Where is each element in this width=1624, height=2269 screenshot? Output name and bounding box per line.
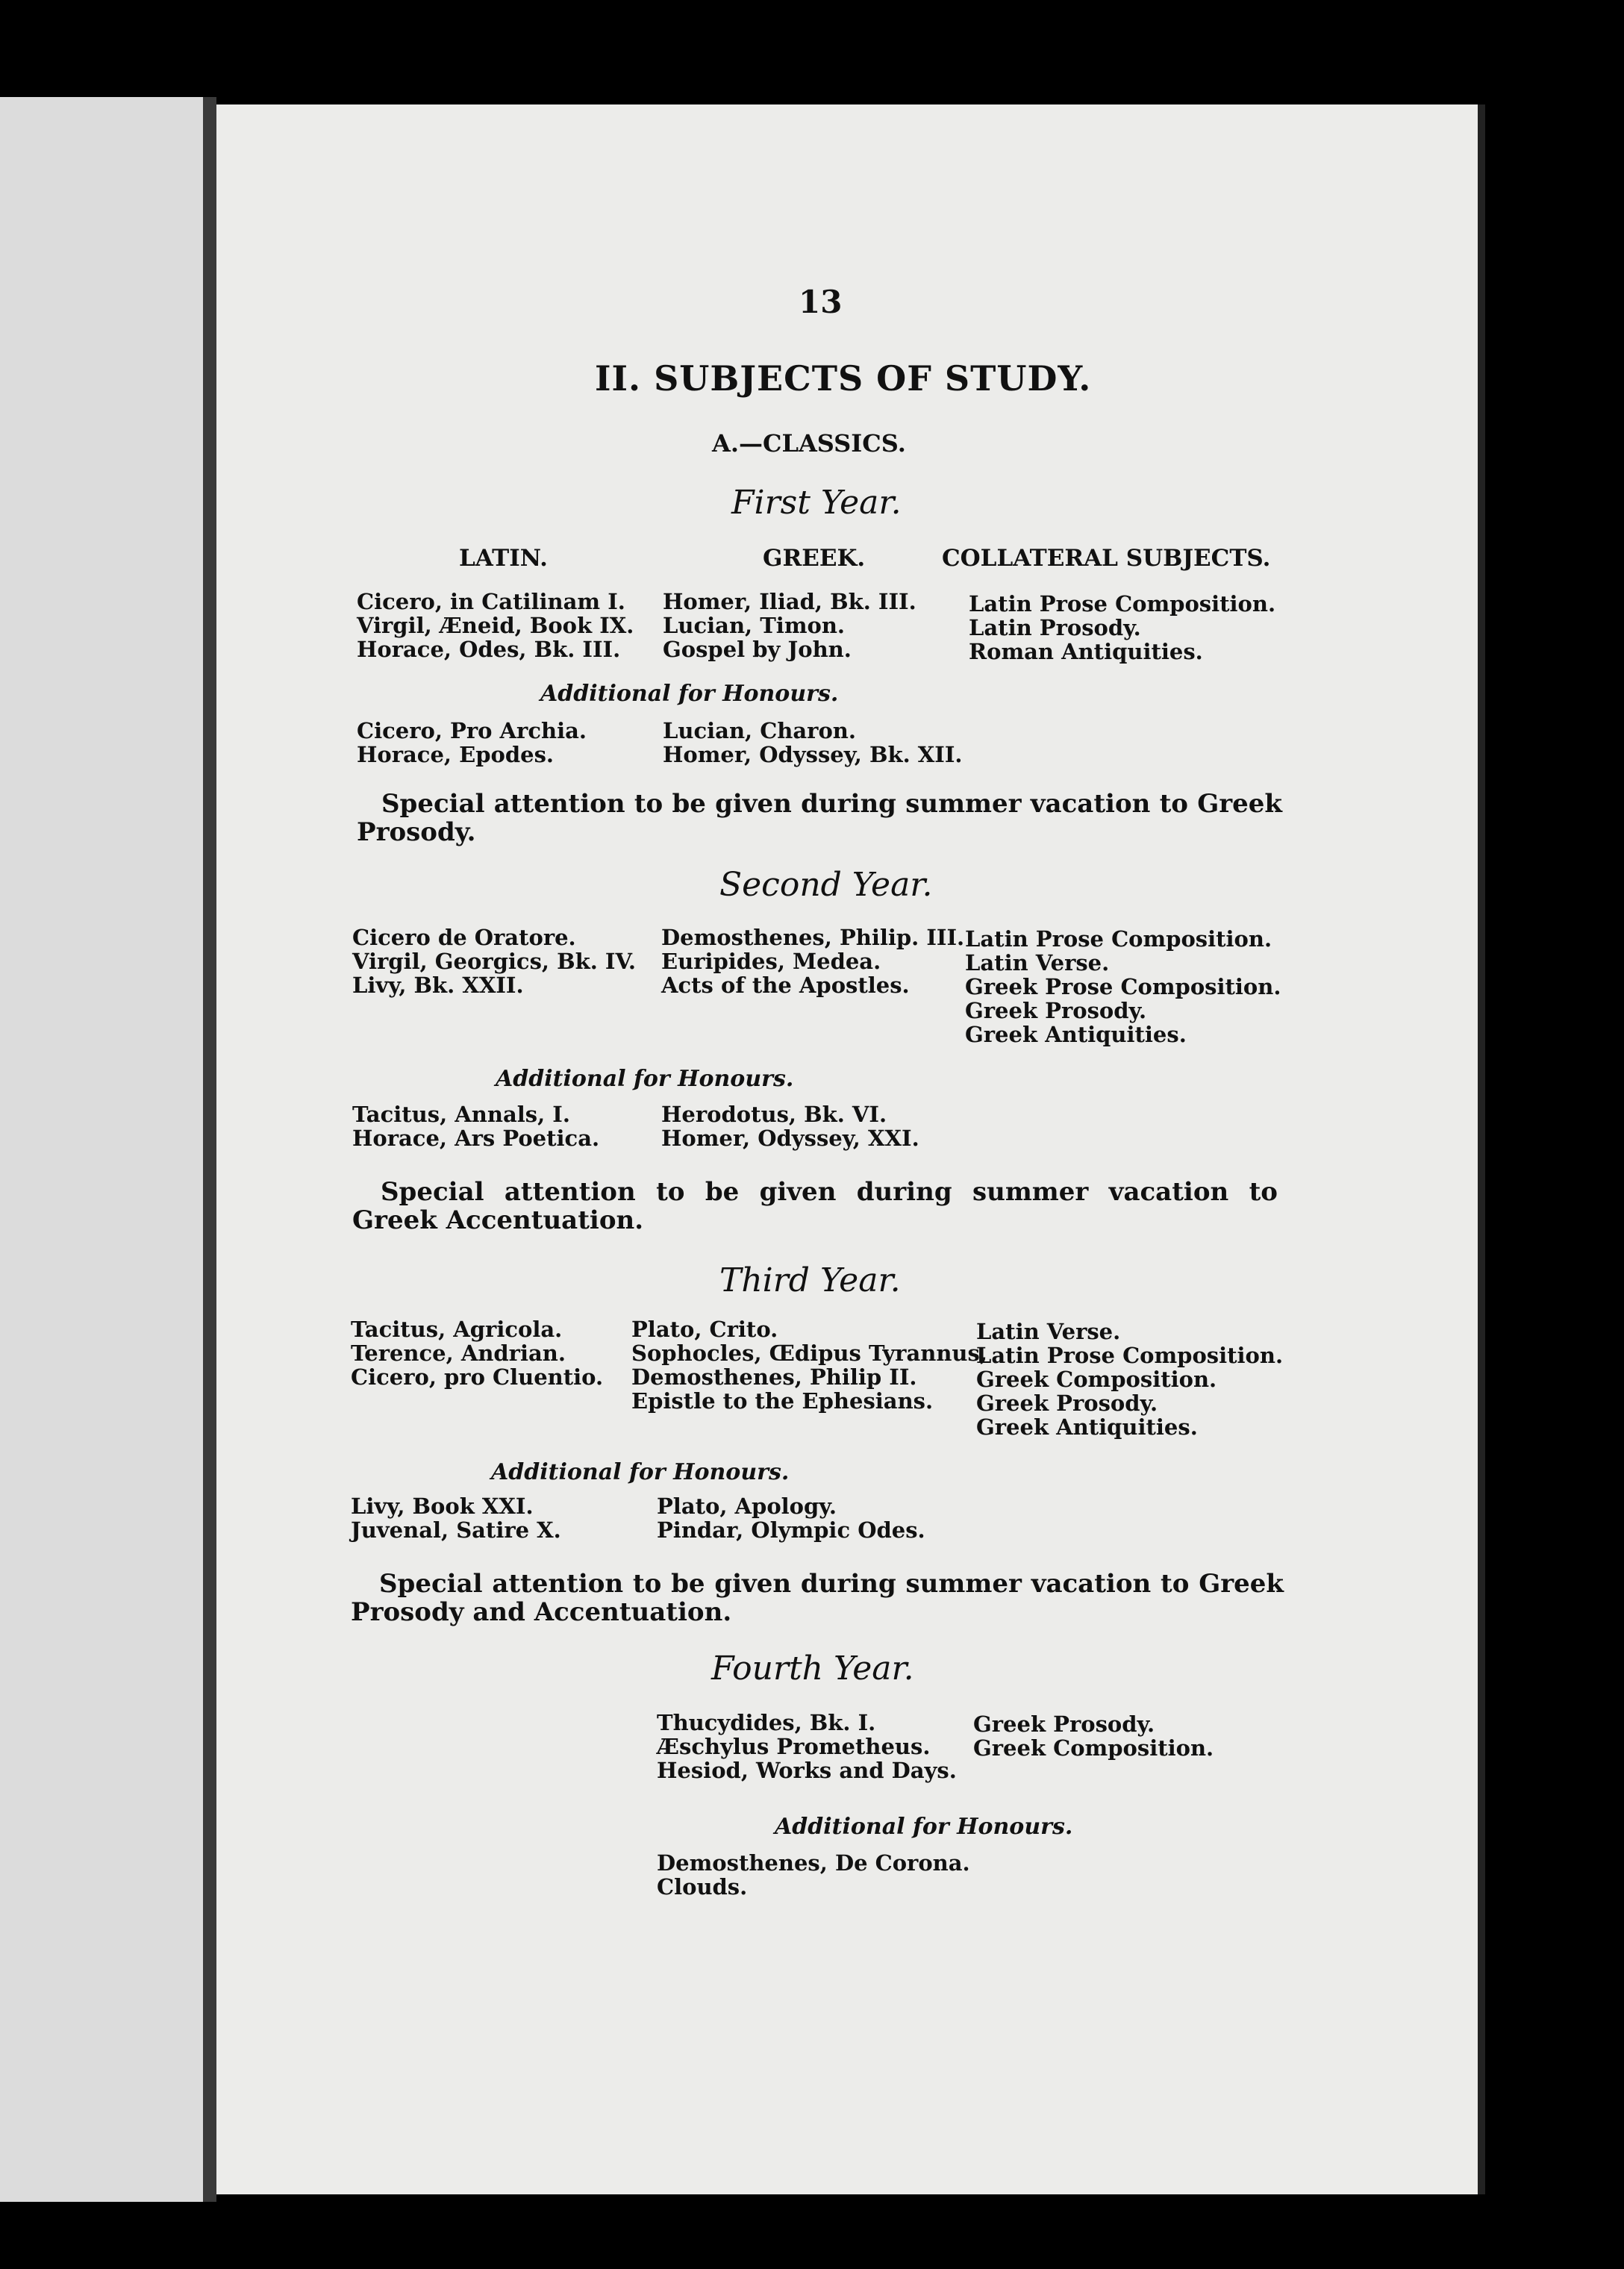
list-item: Juvenal, Satire X. bbox=[351, 1517, 561, 1543]
second-year-greek bbox=[661, 926, 964, 997]
list-item: Greek Antiquities. bbox=[976, 1414, 1198, 1440]
list-item: Epistle to the Ephesians. bbox=[631, 1388, 934, 1414]
list-item: Demosthenes, Philip II. bbox=[631, 1364, 917, 1390]
list-item: Latin Prose Composition. bbox=[976, 1343, 1284, 1368]
list-item: Lucian, Charon. bbox=[663, 718, 856, 743]
list-item: Demosthenes, Philip. III. bbox=[661, 925, 965, 950]
list-item: Latin Verse. bbox=[965, 950, 1110, 976]
list-item: Terence, Andrian. bbox=[351, 1341, 566, 1366]
year-title-third: Third Year. bbox=[719, 1261, 901, 1299]
fourth-year-greek bbox=[657, 1711, 957, 1782]
facing-page bbox=[0, 97, 203, 2202]
first-year-latin bbox=[357, 590, 634, 661]
list-item: Acts of the Apostles. bbox=[661, 973, 910, 998]
book-spine bbox=[203, 97, 216, 2202]
list-item: Herodotus, Bk. VI. bbox=[661, 1102, 887, 1127]
list-item: Lucian, Timon. bbox=[663, 613, 846, 638]
list-item: Plato, Crito. bbox=[631, 1317, 778, 1342]
list-item: Livy, Book XXI. bbox=[351, 1494, 534, 1519]
list-item: Gospel by John. bbox=[663, 637, 852, 662]
fourth-year-collateral bbox=[973, 1712, 1214, 1760]
list-item: Cicero, Pro Archia. bbox=[357, 718, 587, 743]
list-item: Demosthenes, De Corona. bbox=[657, 1850, 970, 1876]
list-item: Cicero, in Catilinam I. bbox=[357, 589, 625, 614]
list-item: Sophocles, Œdipus Tyrannus, bbox=[631, 1341, 987, 1366]
list-item: Tacitus, Annals, I. bbox=[352, 1102, 570, 1127]
list-item: Cicero, pro Cluentio. bbox=[351, 1364, 604, 1390]
list-item: Roman Antiquities. bbox=[969, 639, 1203, 664]
third-year-collateral bbox=[976, 1320, 1283, 1439]
second-year-honours-latin bbox=[352, 1102, 599, 1150]
second-year-honours-greek bbox=[661, 1102, 919, 1150]
list-item: Greek Composition. bbox=[973, 1735, 1214, 1761]
list-item: Cicero de Oratore. bbox=[352, 925, 576, 950]
year-title-first: First Year. bbox=[731, 484, 902, 522]
honours-label-third: Additional for Honours. bbox=[491, 1459, 790, 1485]
list-item: Greek Antiquities. bbox=[965, 1022, 1187, 1047]
first-year-greek bbox=[663, 590, 916, 661]
list-item: Virgil, Æneid, Book IX. bbox=[357, 613, 634, 638]
list-item: Greek Prosody. bbox=[973, 1711, 1155, 1737]
section-title: A.—CLASSICS. bbox=[712, 429, 906, 458]
first-year-honours-greek bbox=[663, 719, 963, 767]
list-item: Latin Prose Composition. bbox=[965, 926, 1272, 952]
list-item: Homer, Odyssey, XXI. bbox=[661, 1126, 919, 1151]
list-item: Homer, Odyssey, Bk. XII. bbox=[663, 742, 963, 767]
list-item: Latin Prose Composition. bbox=[969, 591, 1276, 617]
second-year-collateral bbox=[965, 927, 1281, 1046]
third-year-note: Special attention to be given during summer vacation to Greek Prosody and Accentuation. bbox=[351, 1569, 1284, 1627]
list-item: Euripides, Medea. bbox=[661, 949, 881, 974]
list-item: Æschylus Prometheus. bbox=[657, 1734, 931, 1759]
first-year-collateral bbox=[969, 592, 1275, 664]
list-item: Homer, Iliad, Bk. III. bbox=[663, 589, 916, 614]
list-item: Virgil, Georgics, Bk. IV. bbox=[352, 949, 636, 974]
list-item: Clouds. bbox=[657, 1874, 748, 1900]
year-title-fourth: Fourth Year. bbox=[711, 1650, 914, 1688]
list-item: Hesiod, Works and Days. bbox=[657, 1758, 957, 1783]
list-item: Horace, Epodes. bbox=[357, 742, 554, 767]
list-item: Greek Prosody. bbox=[965, 998, 1147, 1023]
list-item: Greek Prosody. bbox=[976, 1391, 1158, 1416]
third-year-greek bbox=[631, 1317, 987, 1413]
honours-label-fourth: Additional for Honours. bbox=[775, 1814, 1073, 1840]
year-title-second: Second Year. bbox=[719, 866, 933, 904]
third-year-honours-greek bbox=[657, 1494, 925, 1542]
main-title: II. SUBJECTS OF STUDY. bbox=[595, 358, 1092, 399]
honours-label-first: Additional for Honours. bbox=[540, 681, 839, 707]
page-edge bbox=[1478, 104, 1485, 2194]
list-item: Tacitus, Agricola. bbox=[351, 1317, 563, 1342]
page-number: 13 bbox=[799, 284, 843, 320]
list-item: Latin Prosody. bbox=[969, 615, 1141, 640]
column-header-greek: GREEK. bbox=[763, 545, 866, 572]
list-item: Livy, Bk. XXII. bbox=[352, 973, 524, 998]
second-year-note: Special attention to be given during summer vacation to Greek Accentuation. bbox=[352, 1177, 1278, 1235]
list-item: Plato, Apology. bbox=[657, 1494, 837, 1519]
honours-label-second: Additional for Honours. bbox=[496, 1066, 794, 1092]
column-header-latin: LATIN. bbox=[459, 545, 548, 572]
list-item: Greek Prose Composition. bbox=[965, 974, 1281, 999]
column-header-collateral: COLLATERAL SUBJECTS. bbox=[942, 545, 1271, 572]
list-item: Horace, Odes, Bk. III. bbox=[357, 637, 621, 662]
second-year-latin bbox=[352, 926, 636, 997]
first-year-note: Special attention to be given during summer vacation to Greek Prosody. bbox=[357, 789, 1282, 847]
list-item: Latin Verse. bbox=[976, 1319, 1121, 1344]
third-year-latin bbox=[351, 1317, 603, 1389]
fourth-year-honours-greek bbox=[657, 1851, 970, 1899]
list-item: Thucydides, Bk. I. bbox=[657, 1710, 876, 1735]
third-year-honours-latin bbox=[351, 1494, 561, 1542]
list-item: Pindar, Olympic Odes. bbox=[657, 1517, 925, 1543]
list-item: Greek Composition. bbox=[976, 1367, 1217, 1392]
list-item: Horace, Ars Poetica. bbox=[352, 1126, 600, 1151]
first-year-honours-latin bbox=[357, 719, 587, 767]
